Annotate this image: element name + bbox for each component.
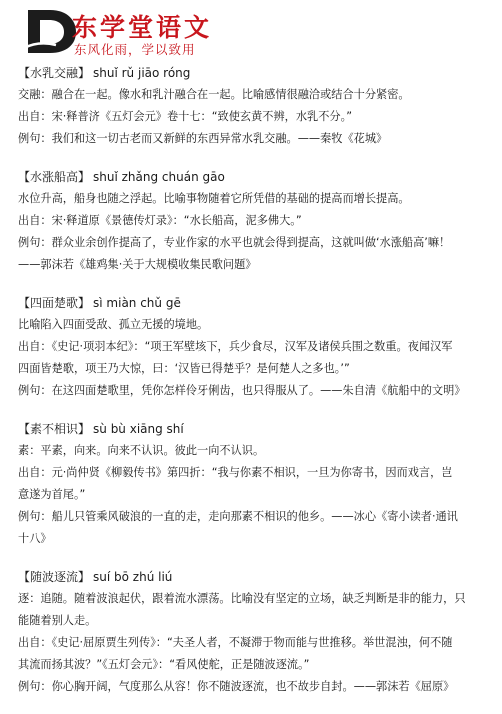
idiom-example: 例句：在这四面楚歌里，凭你怎样伶牙俐齿，也只得服从了。——朱自清《航船中的文明》: [18, 384, 466, 397]
idiom-title: 【水涨船高】: [18, 170, 91, 184]
idiom-pinyin: shuǐ zhǎng chuán gāo: [93, 170, 225, 184]
idiom-source-continued: 其流而扬其波？”《五灯会元》：“看风使舵，正是随波逐流。”: [18, 658, 310, 671]
idiom-example-continued: 十八》: [18, 532, 52, 545]
idiom-example: 例句：船儿只管乘风破浪的一直的走，走向那素不相识的他乡。——冰心《寄小读者·通讯: [18, 510, 458, 523]
idiom-entry: [18, 292, 488, 402]
idiom-source: 出自：宋·释道原《景德传灯录》：“水长船高，泥多佛大。”: [18, 214, 302, 227]
idiom-pinyin: sù bù xiāng shí: [93, 422, 184, 436]
idiom-heading: [18, 166, 488, 188]
idiom-pinyin: suí bō zhú liú: [93, 570, 173, 584]
brand-title: 东学堂语文: [72, 13, 213, 42]
idiom-heading: [18, 418, 488, 440]
site-header: [0, 0, 502, 62]
idiom-list: [18, 62, 488, 714]
idiom-heading: [18, 566, 488, 588]
idiom-entry: [18, 418, 488, 550]
idiom-source: 出自：元·尚仲贤《柳毅传书》第四折：“我与你素不相识，一旦为你寄书，因而戏言，岂: [18, 466, 453, 479]
idiom-source: 出自：《史记·项羽本纪》：“项王军壁垓下，兵少食尽，汉军及诸侯兵围之数重。夜闻汉军: [18, 340, 453, 353]
idiom-example: 例句：你心胸开阔，气度那么从容！你不随波逐流，也不故步自封。——郭沫若《屈原》: [18, 680, 455, 693]
idiom-source-continued: 意遂为首尾。”: [18, 488, 86, 501]
idiom-title: 【随波逐流】: [18, 570, 91, 584]
idiom-example-citation: ——郭沫若《雄鸡集·关于大规模收集民歌问题》: [18, 258, 257, 271]
idiom-source-continued: 四面皆楚歌，项王乃大惊，曰：‘汉皆已得楚乎？是何楚人之多也。’”: [18, 362, 350, 375]
idiom-pinyin: sì miàn chǔ gē: [93, 296, 181, 310]
idiom-definition: 交融：融合在一起。像水和乳汁融合在一起。比喻感情很融洽或结合十分紧密。: [18, 88, 410, 101]
idiom-definition-continued: 能随着别人走。: [18, 614, 97, 627]
idiom-heading: [18, 292, 488, 314]
idiom-definition: 水位升高，船身也随之浮起。比喻事物随着它所凭借的基础的提高而增长提高。: [18, 192, 410, 205]
idiom-entry: [18, 566, 488, 698]
idiom-pinyin: shuǐ rǔ jiāo róng: [93, 66, 191, 80]
idiom-definition: 素：平素，向来。向来不认识。彼此一向不认识。: [18, 444, 265, 457]
idiom-definition: 比喻陷入四面受敌、孤立无援的境地。: [18, 318, 209, 331]
idiom-entry: [18, 62, 488, 150]
idiom-source: 出自：宋·释普济《五灯会元》卷十七：“致使玄黄不辨，水乳不分。”: [18, 110, 352, 123]
idiom-example: 例句：群众业余创作提高了，专业作家的水平也就会得到提高，这就叫做‘水涨船高’嘛！: [18, 236, 451, 249]
idiom-definition: 逐：追随。随着波浪起伏，跟着流水漂荡。比喻没有坚定的立场，缺乏判断是非的能力，只: [18, 592, 466, 605]
idiom-title: 【四面楚歌】: [18, 296, 91, 310]
idiom-title: 【水乳交融】: [18, 66, 91, 80]
brand-slogan: 东风化雨，学以致用: [74, 42, 196, 57]
idiom-title: 【素不相识】: [18, 422, 91, 436]
idiom-heading: [18, 62, 488, 84]
idiom-example: 例句：我们和这一切古老而又新鲜的东西异常水乳交融。——秦牧《花城》: [18, 132, 388, 145]
idiom-source: 出自：《史记·屈原贾生列传》：“夫圣人者，不凝滞于物而能与世推移。举世混浊，何不随: [18, 636, 453, 649]
idiom-entry: [18, 166, 488, 276]
